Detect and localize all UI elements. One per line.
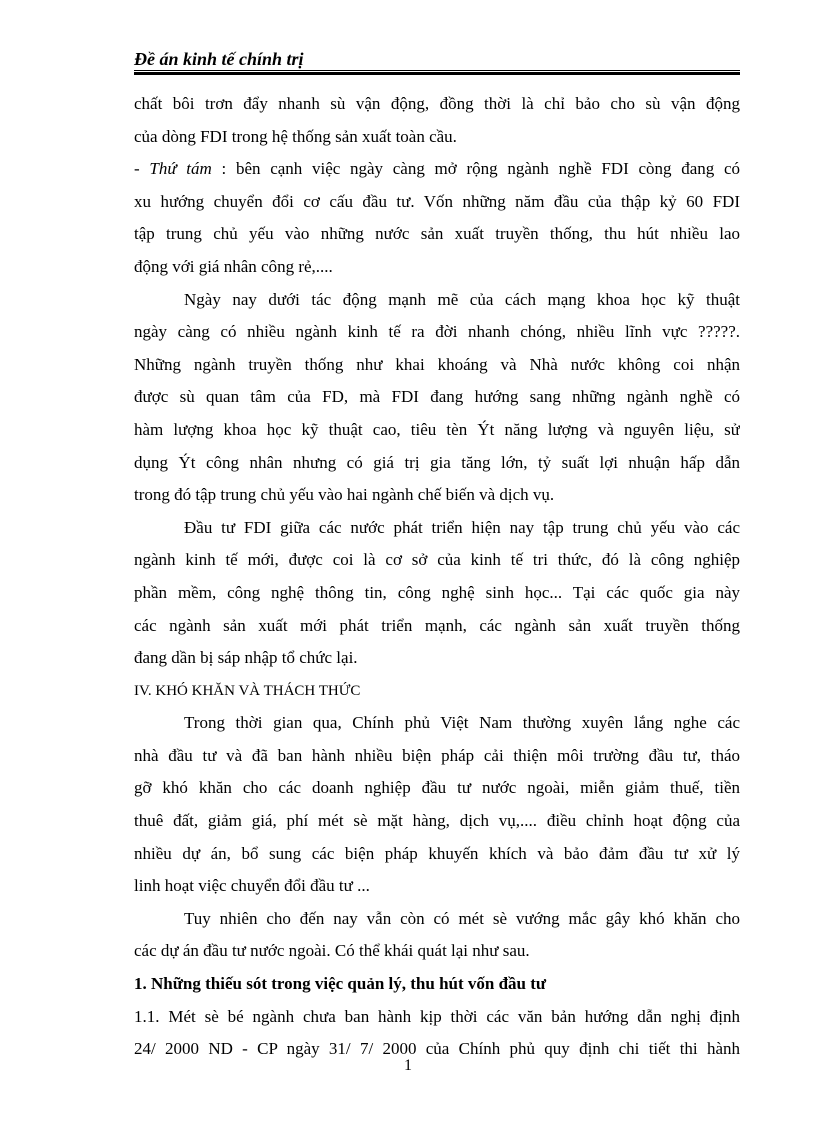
header-title: Đề án kinh tế chính trị [134, 49, 304, 69]
text-line: của dòng FDI trong hệ thống sản xuất toàn cầu. [134, 126, 457, 146]
text-line: xu hướng chuyển đổi cơ cấu đầu tư. Vốn những năm đầu của thập kỷ 60 FDI [134, 191, 740, 211]
text-line: đang dần bị sáp nhập tổ chức lại. [134, 648, 358, 668]
list-lead-italic: Thứ tám [149, 159, 212, 179]
section-heading: IV. KHÓ KHĂN VÀ THÁCH THỨC [134, 682, 361, 699]
text-line: được sù quan tâm của FD, mà FDI đang hướng sang những ngành nghề có [134, 387, 740, 407]
text-line: các dự án đầu tư nước ngoài. Có thể khái quát lại như sau. [134, 941, 530, 961]
text-line: linh hoạt việc chuyển đổi đầu tư ... [134, 876, 370, 896]
document-body [134, 88, 740, 1066]
header-rule-thick [134, 72, 740, 75]
text-line: Tuy nhiên cho đến nay vẫn còn có mét sè vướng mắc gây khó khăn cho [184, 908, 740, 928]
text-line: phần mềm, công nghệ thông tin, công nghệ sinh học... Tại các quốc gia này [134, 582, 740, 602]
list-lead-rest: : bên cạnh việc ngày càng mở rộng ngành nghề FDI còng đang có [211, 159, 740, 179]
text-line: trong đó tập trung chủ yếu vào hai ngành chế biến và dịch vụ. [134, 485, 555, 505]
text-line: hàm lượng khoa học kỹ thuật cao, tiêu tèn Ýt năng lượng và nguyên liệu, sử [134, 419, 740, 439]
text-line: ngày càng có nhiều ngành kinh tế ra đời nhanh chóng, nhiều lĩnh vực ?????. [134, 322, 740, 342]
text-line: nhà đầu tư và đã ban hành nhiều biện pháp cải thiện môi trường đầu tư, tháo [134, 745, 740, 765]
text-line: nhiều dự án, bổ sung các biện pháp khuyến khích và bảo đảm đầu tư xử lý [134, 843, 740, 863]
text-line: Đầu tư FDI giữa các nước phát triển hiện nay tập trung chủ yếu vào các [184, 517, 740, 537]
text-line: Ngày nay dưới tác động mạnh mẽ của cách mạng khoa học kỹ thuật [184, 289, 740, 309]
page-number: 1 [404, 1057, 412, 1074]
page-header [134, 48, 740, 70]
subsection-heading: 1. Những thiếu sót trong việc quản lý, thu hút vốn đầu tư [134, 974, 547, 994]
text-line: gỡ khó khăn cho các doanh nghiệp đầu tư nước ngoài, miễn giảm thuế, tiền [134, 778, 740, 798]
text-line: tập trung chủ yếu vào những nước sản xuất truyền thống, thu hút nhiều lao [134, 224, 740, 244]
text-line: dụng Ýt công nhân nhưng có giá trị gia tăng lớn, tỷ suất lợi nhuận hấp dẫn [134, 452, 740, 472]
text-line: chất bôi trơn đẩy nhanh sù vận động, đồng thời là chỉ bảo cho sù vận động [134, 94, 740, 113]
text-line: Trong thời gian qua, Chính phủ Việt Nam thường xuyên lắng nghe các [184, 713, 740, 733]
text-line: thuê đất, giảm giá, phí mét sè mặt hàng, dịch vụ,.... điều chỉnh hoạt động của [134, 811, 740, 831]
text-line: động với giá nhân công rẻ,.... [134, 256, 333, 276]
text-line: ngành kinh tế mới, được coi là cơ sở của kinh tế tri thức, đó là công nghiệp [134, 550, 740, 570]
header-rule-thin [134, 70, 740, 71]
text-line: các ngành sản xuất mới phát triển mạnh, các ngành sản xuất truyền thống [134, 615, 740, 635]
text-line: Những ngành truyền thống như khai khoáng và Nhà nước không coi nhận [134, 354, 740, 374]
text-line [134, 153, 740, 186]
text-line: 1.1. Mét sè bé ngành chưa ban hành kịp thời các văn bản hướng dẫn nghị định [134, 1006, 740, 1026]
list-dash: - [134, 159, 150, 179]
text-line: 24/ 2000 ND - CP ngày 31/ 7/ 2000 của Chính phủ quy định chi tiết thi hành [134, 1039, 740, 1059]
